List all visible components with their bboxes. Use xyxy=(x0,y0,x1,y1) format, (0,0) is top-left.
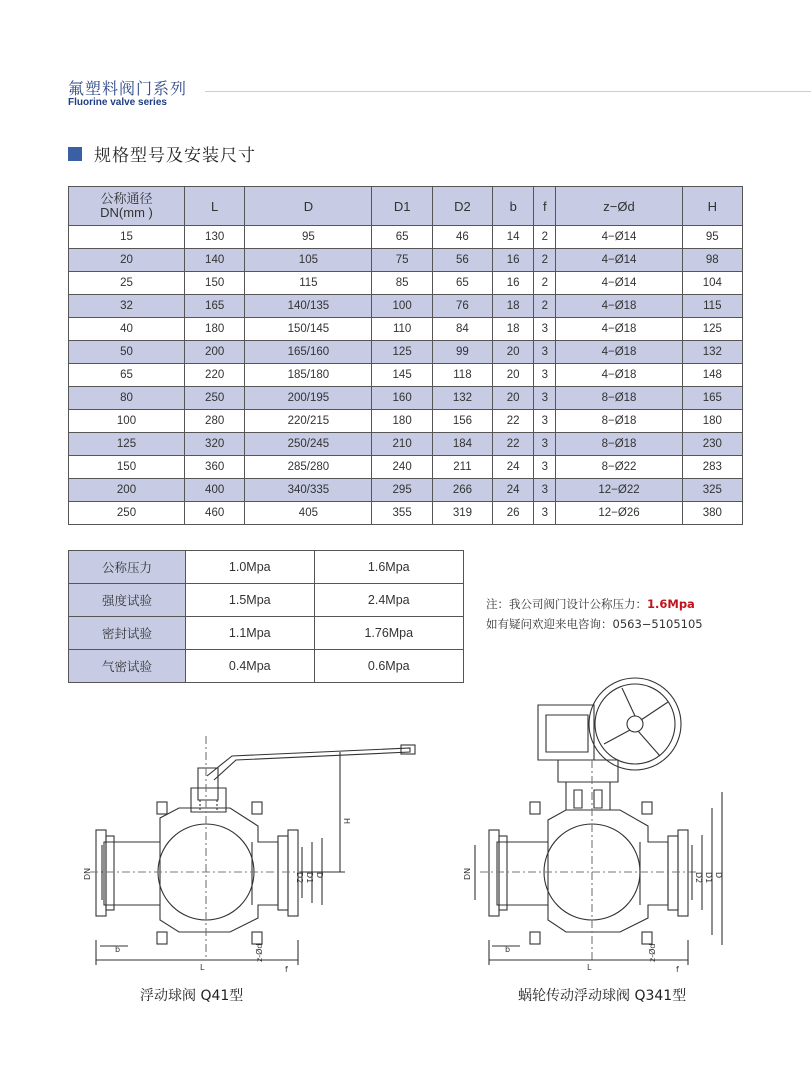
table-cell: 220/215 xyxy=(245,410,372,433)
pressure-value: 1.76Mpa xyxy=(314,617,463,650)
table-cell: 2 xyxy=(534,272,556,295)
table-cell: 295 xyxy=(372,479,432,502)
table-cell: 75 xyxy=(372,249,432,272)
table-cell: 24 xyxy=(493,479,534,502)
table-cell: 4−Ø14 xyxy=(556,226,682,249)
table-cell: 65 xyxy=(372,226,432,249)
pressure-label: 强度试验 xyxy=(69,584,186,617)
pressure-label: 公称压力 xyxy=(69,551,186,584)
table-cell: 18 xyxy=(493,295,534,318)
dim-label-d2: D2 xyxy=(694,872,703,884)
table-cell: 3 xyxy=(534,341,556,364)
dim-label-zd: z-Ød xyxy=(255,943,264,962)
table-cell-dn: 15 xyxy=(69,226,185,249)
table-cell-dn: 150 xyxy=(69,456,185,479)
table-cell-dn: 40 xyxy=(69,318,185,341)
table-cell: 250 xyxy=(185,387,245,410)
table-cell: 125 xyxy=(682,318,742,341)
table-cell: 20 xyxy=(493,341,534,364)
table-cell: 4−Ø18 xyxy=(556,295,682,318)
table-cell: 98 xyxy=(682,249,742,272)
table-cell: 2 xyxy=(534,226,556,249)
pressure-value: 1.6Mpa xyxy=(314,551,463,584)
table-cell: 3 xyxy=(534,318,556,341)
table-cell: 84 xyxy=(432,318,492,341)
table-cell: 3 xyxy=(534,502,556,525)
table-cell: 125 xyxy=(372,341,432,364)
pressure-value: 0.6Mpa xyxy=(314,650,463,683)
table-cell-dn: 125 xyxy=(69,433,185,456)
header-cell: D2 xyxy=(432,187,492,226)
table-cell: 16 xyxy=(493,249,534,272)
table-cell: 20 xyxy=(493,364,534,387)
dim-label-l: L xyxy=(200,963,205,972)
table-cell: 104 xyxy=(682,272,742,295)
table-cell: 360 xyxy=(185,456,245,479)
dim-label-dn: DN xyxy=(463,867,472,880)
table-cell: 2 xyxy=(534,249,556,272)
table-cell: 340/335 xyxy=(245,479,372,502)
header-cell: z−Ød xyxy=(556,187,682,226)
table-cell: 180 xyxy=(682,410,742,433)
note-prefix: 注：我公司阀门设计公称压力： xyxy=(486,597,647,611)
table-cell-dn: 250 xyxy=(69,502,185,525)
header-cell: b xyxy=(493,187,534,226)
table-cell: 180 xyxy=(185,318,245,341)
pressure-label: 密封试验 xyxy=(69,617,186,650)
table-cell-dn: 100 xyxy=(69,410,185,433)
table-cell: 165/160 xyxy=(245,341,372,364)
header-cell: D xyxy=(245,187,372,226)
table-cell: 130 xyxy=(185,226,245,249)
table-cell: 3 xyxy=(534,410,556,433)
table-cell: 325 xyxy=(682,479,742,502)
table-cell: 150 xyxy=(185,272,245,295)
table-cell: 8−Ø18 xyxy=(556,410,682,433)
table-cell: 150/145 xyxy=(245,318,372,341)
table-cell: 230 xyxy=(682,433,742,456)
series-title-en: Fluorine valve series xyxy=(68,97,167,108)
worm-gear-ball-valve-q341-drawing xyxy=(475,678,722,965)
pressure-value: 2.4Mpa xyxy=(314,584,463,617)
table-cell: 320 xyxy=(185,433,245,456)
table-cell: 250/245 xyxy=(245,433,372,456)
pressure-value: 1.5Mpa xyxy=(186,584,315,617)
header-cell: D1 xyxy=(372,187,432,226)
table-cell-dn: 200 xyxy=(69,479,185,502)
table-cell: 110 xyxy=(372,318,432,341)
table-cell: 240 xyxy=(372,456,432,479)
table-cell: 140 xyxy=(185,249,245,272)
table-cell: 220 xyxy=(185,364,245,387)
table-cell: 3 xyxy=(534,479,556,502)
table-cell: 200 xyxy=(185,341,245,364)
table-cell: 4−Ø18 xyxy=(556,364,682,387)
table-cell: 4−Ø14 xyxy=(556,249,682,272)
dim-label-b: b xyxy=(505,945,511,954)
table-cell: 165 xyxy=(185,295,245,318)
table-cell: 140/135 xyxy=(245,295,372,318)
table-cell: 24 xyxy=(493,456,534,479)
dim-label-zd: z-Ød xyxy=(648,943,657,962)
dim-label-d1: D1 xyxy=(305,872,314,884)
dim-label-d: D xyxy=(315,872,324,879)
table-cell: 4−Ø18 xyxy=(556,318,682,341)
header-cell: L xyxy=(185,187,245,226)
table-cell: 400 xyxy=(185,479,245,502)
table-cell: 380 xyxy=(682,502,742,525)
table-cell: 211 xyxy=(432,456,492,479)
table-cell: 4−Ø18 xyxy=(556,341,682,364)
table-cell: 210 xyxy=(372,433,432,456)
table-cell: 132 xyxy=(682,341,742,364)
table-cell: 3 xyxy=(534,456,556,479)
table-cell: 95 xyxy=(682,226,742,249)
table-cell: 4−Ø14 xyxy=(556,272,682,295)
table-cell: 99 xyxy=(432,341,492,364)
table-cell: 14 xyxy=(493,226,534,249)
table-cell: 285/280 xyxy=(245,456,372,479)
table-cell: 156 xyxy=(432,410,492,433)
table-cell: 105 xyxy=(245,249,372,272)
table-cell: 56 xyxy=(432,249,492,272)
table-cell: 200/195 xyxy=(245,387,372,410)
table-cell: 460 xyxy=(185,502,245,525)
table-cell-dn: 20 xyxy=(69,249,185,272)
table-cell: 22 xyxy=(493,433,534,456)
ball-valve-q41-drawing xyxy=(90,736,415,965)
pressure-value: 1.0Mpa xyxy=(186,551,315,584)
table-cell: 185/180 xyxy=(245,364,372,387)
dim-label-f: f xyxy=(285,965,288,974)
table-cell: 8−Ø22 xyxy=(556,456,682,479)
table-cell: 100 xyxy=(372,295,432,318)
note-contact: 如有疑问欢迎来电咨询：0563−5105105 xyxy=(486,617,703,631)
table-cell: 165 xyxy=(682,387,742,410)
table-cell: 148 xyxy=(682,364,742,387)
table-cell-dn: 25 xyxy=(69,272,185,295)
table-cell: 3 xyxy=(534,364,556,387)
table-cell: 132 xyxy=(432,387,492,410)
table-cell: 16 xyxy=(493,272,534,295)
header-dn-line1: 公称通径 xyxy=(100,191,153,206)
table-cell: 12−Ø22 xyxy=(556,479,682,502)
table-cell: 95 xyxy=(245,226,372,249)
dim-label-f: f xyxy=(676,965,679,974)
table-cell: 18 xyxy=(493,318,534,341)
table-cell: 85 xyxy=(372,272,432,295)
table-cell: 26 xyxy=(493,502,534,525)
table-cell-dn: 80 xyxy=(69,387,185,410)
table-cell: 118 xyxy=(432,364,492,387)
dim-label-d1: D1 xyxy=(704,872,713,884)
table-cell: 283 xyxy=(682,456,742,479)
pressure-label: 气密试验 xyxy=(69,650,186,683)
header-cell: H xyxy=(682,187,742,226)
pressure-value: 0.4Mpa xyxy=(186,650,315,683)
section-title: 规格型号及安装尺寸 xyxy=(94,146,256,166)
table-cell-dn: 65 xyxy=(69,364,185,387)
series-title-cn: 氟塑料阀门系列 xyxy=(68,79,188,98)
table-cell: 3 xyxy=(534,433,556,456)
table-cell: 405 xyxy=(245,502,372,525)
table-cell: 2 xyxy=(534,295,556,318)
table-cell: 184 xyxy=(432,433,492,456)
note-pressure-value: 1.6Mpa xyxy=(647,597,695,611)
table-cell: 65 xyxy=(432,272,492,295)
table-cell: 145 xyxy=(372,364,432,387)
dim-label-l: L xyxy=(587,963,592,972)
dim-label-d2: D2 xyxy=(295,872,304,884)
table-cell: 20 xyxy=(493,387,534,410)
table-cell: 8−Ø18 xyxy=(556,387,682,410)
header-cell: f xyxy=(534,187,556,226)
table-cell: 280 xyxy=(185,410,245,433)
table-cell: 266 xyxy=(432,479,492,502)
table-cell: 160 xyxy=(372,387,432,410)
table-cell: 180 xyxy=(372,410,432,433)
table-cell: 8−Ø18 xyxy=(556,433,682,456)
dim-label-b: b xyxy=(115,945,121,954)
table-cell: 76 xyxy=(432,295,492,318)
dim-label-d: D xyxy=(714,872,723,879)
pressure-value: 1.1Mpa xyxy=(186,617,315,650)
caption-q341: 蜗轮传动浮动球阀 Q341型 xyxy=(518,988,687,1004)
caption-q41: 浮动球阀 Q41型 xyxy=(140,988,244,1004)
table-cell: 319 xyxy=(432,502,492,525)
table-cell-dn: 50 xyxy=(69,341,185,364)
table-cell: 12−Ø26 xyxy=(556,502,682,525)
table-cell: 3 xyxy=(534,387,556,410)
table-cell: 22 xyxy=(493,410,534,433)
dim-label-dn: DN xyxy=(83,867,92,880)
table-cell: 115 xyxy=(682,295,742,318)
table-cell: 46 xyxy=(432,226,492,249)
table-cell: 115 xyxy=(245,272,372,295)
header-dn-line2: DN(mm ) xyxy=(100,205,153,220)
table-cell: 355 xyxy=(372,502,432,525)
table-cell-dn: 32 xyxy=(69,295,185,318)
dim-label-h: H xyxy=(342,818,351,825)
